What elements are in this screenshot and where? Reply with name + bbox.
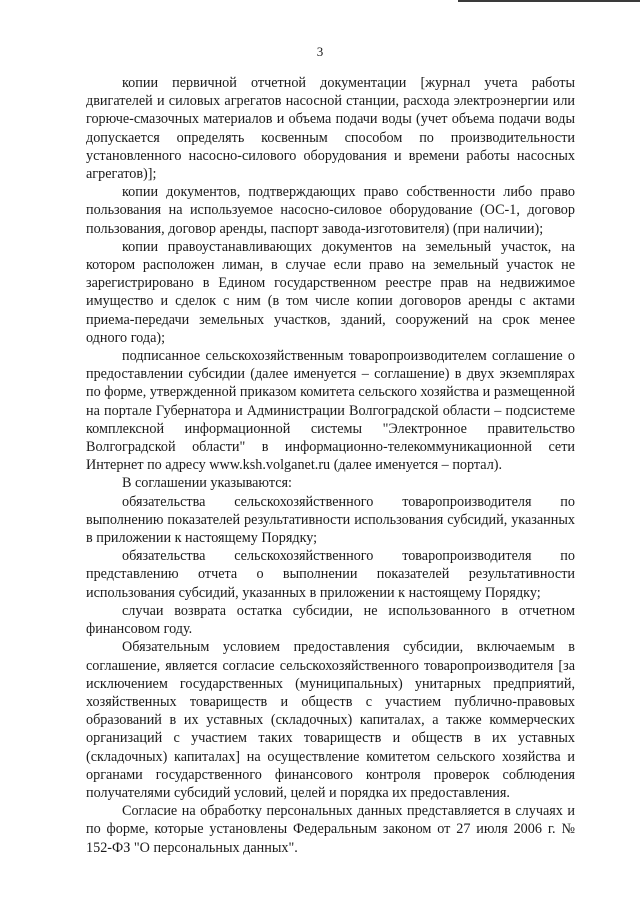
paragraph-primary-reporting-docs: копии первичной отчетной документации [журнал учета работы двигателей и силовых агрегатов насосной станции, расхода электроэнергии или горюче-смазочных материалов и объема подачи воды (учет объема подачи воды допускается определять косвенным способом по производительности установленного насосно-силового оборудования и времени работы насосных агрегатов)];: [86, 75, 575, 183]
page-number: 3: [316, 44, 324, 59]
document-body: [86, 74, 575, 857]
paragraph-land-title-docs: копии правоустанавливающих документов на земельный участок, на котором расположен лиман, в случае если право на земельный участок не зарегистрировано в Едином государственном реестре прав на недвижимое имущество и сделок с ним (в том числе копии договоров аренды с актами приема-передачи земельных участков, зданий, сооружений на срок менее одного года);: [86, 238, 575, 346]
paragraph-mandatory-condition: Обязательным условием предоставления субсидии, включаемым в соглашение, является согласие сельскохозяйственного товаропроизводителя [за исключением государственных (муниципальных) унитарных предприятий, хозяйственных товариществ и обществ с участием публично-правовых образований в их уставных (складочных) капиталах, а также коммерческих организаций с участием таких товариществ и обществ в их уставных (складочных) капиталах] на осуществление комитетом сельского хозяйства и органами государственного финансового контроля проверок соблюдения получателями субсидий условий, целей и порядка их предоставления.: [86, 639, 575, 801]
paragraph-reporting-obligations: обязательства сельскохозяйственного товаропроизводителя по представлению отчета о выполнении показателей результативности использования субсидий, указанных в приложении к настоящему Порядку;: [86, 548, 575, 601]
paragraph-signed-agreement: подписанное сельскохозяйственным товаропроизводителем соглашение о предоставлении субсидии (далее именуется – соглашение) в двух экземплярах по форме, утвержденной приказом комитета сельского хозяйства и размещенной на портале Губернатора и Администрации Волгоградской области – подсистеме комплексной информационной системы "Электронное правительство Волгоградской области" в информационно-телекоммуникационной сети Интернет по адресу www.ksh.volganet.ru (далее именуется – портал).: [86, 348, 575, 474]
top-edge-rule: [458, 0, 640, 2]
paragraph-personal-data-consent: Согласие на обработку персональных данных представляется в случаях и по форме, которые установлены Федеральным законом от 27 июля 2006 г. № 152-ФЗ "О персональных данных".: [86, 803, 575, 856]
paragraph-equipment-ownership-docs: копии документов, подтверждающих право собственности либо право пользования на используемое насосно-силовое оборудование (ОС-1, договор пользования, договор аренды, паспорт завода-изготовителя) (при наличии);: [86, 184, 575, 237]
paragraph-performance-obligations: обязательства сельскохозяйственного товаропроизводителя по выполнению показателей результативности использования субсидий, указанных в приложении к настоящему Порядку;: [86, 493, 575, 547]
paragraph-subsidy-return-cases: случаи возврата остатка субсидии, не использованного в отчетном финансовом году.: [86, 602, 575, 638]
paragraph-agreement-contents-intro: В соглашении указываются:: [122, 475, 292, 492]
